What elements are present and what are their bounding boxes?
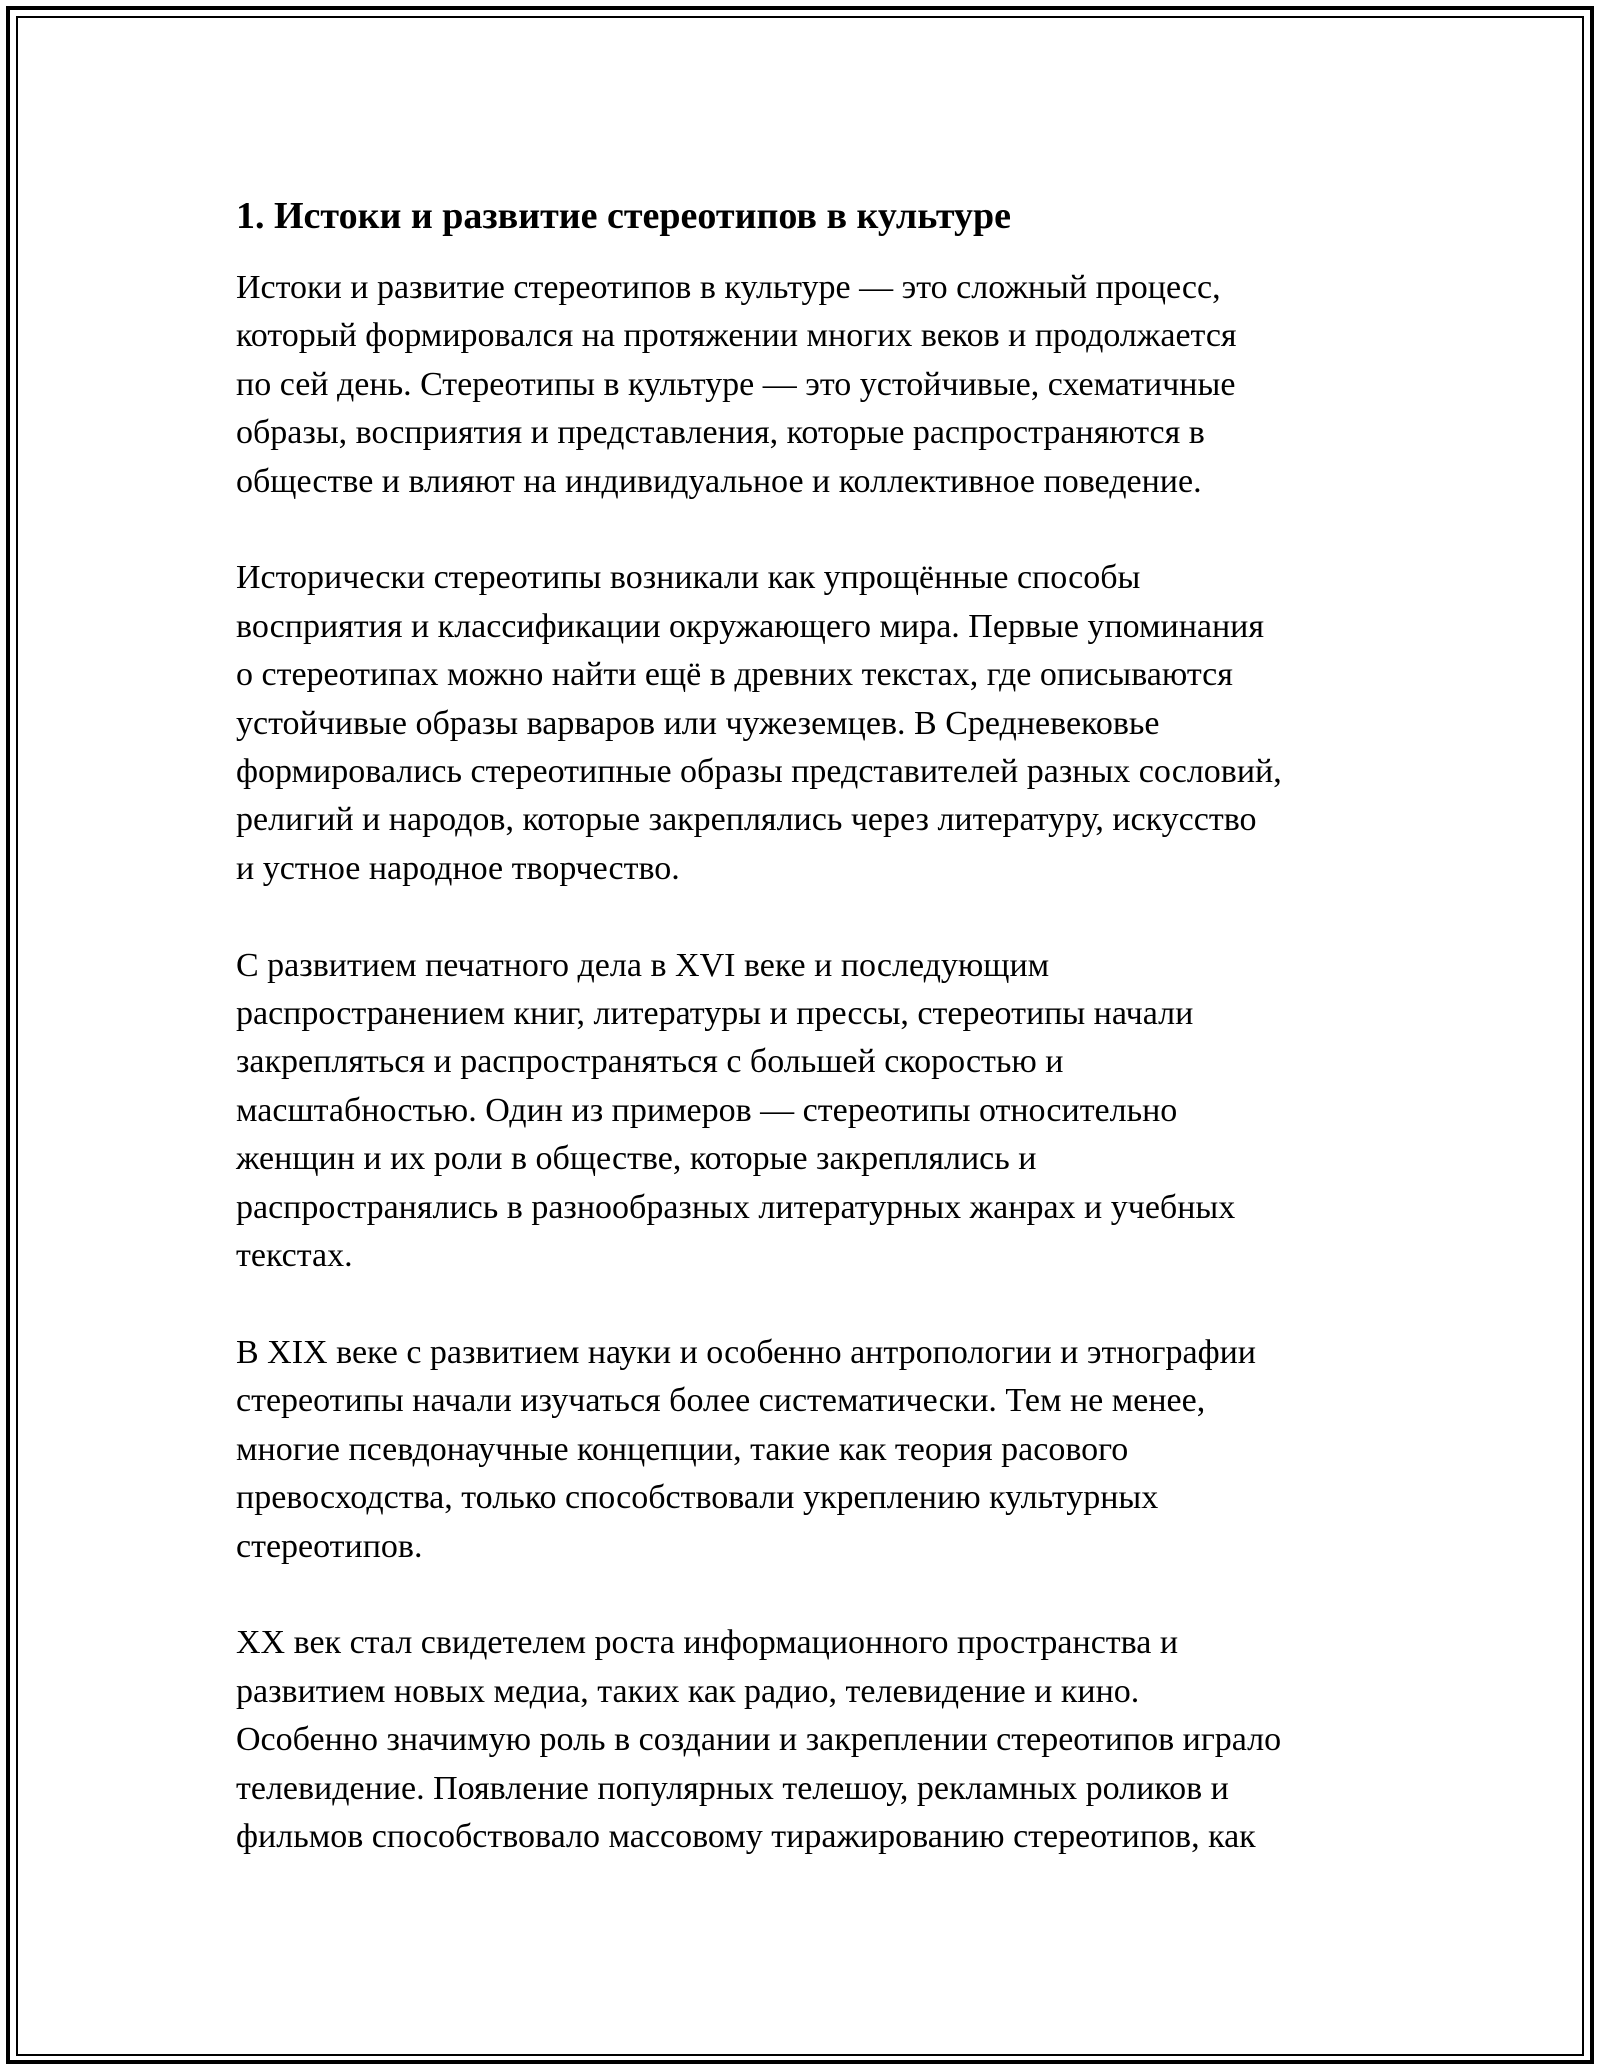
text-line: стереотипы начали изучаться более систематически. Тем не менее, <box>236 1382 1206 1420</box>
text-line: о стереотипах можно найти ещё в древних текстах, где описываются <box>236 656 1233 694</box>
paragraph-1 <box>236 264 1386 506</box>
text-line: восприятия и классификации окружающего мира. Первые упоминания <box>236 607 1265 645</box>
text-line: текстах. <box>236 1237 353 1275</box>
text-line: распространением книг, литературы и прессы, стереотипы начали <box>236 995 1194 1033</box>
paragraph-5 <box>236 1619 1386 1861</box>
text-line: С развитием печатного дела в XVI веке и последующим <box>236 946 1050 984</box>
text-line: фильмов способствовало массовому тиражированию стереотипов, как <box>236 1817 1256 1855</box>
text-line: образы, восприятия и представления, которые распространяются в <box>236 414 1205 452</box>
text-line: религий и народов, которые закреплялись через литературу, искусство <box>236 801 1257 839</box>
text-line: XX век стал свидетелем роста информационного пространства и <box>236 1624 1179 1662</box>
text-line: закрепляться и распространяться с большей скоростью и <box>236 1043 1064 1081</box>
text-line: развитием новых медиа, таких как радио, телевидение и кино. <box>236 1672 1140 1710</box>
section-heading: 1. Истоки и развитие стереотипов в культуре <box>236 195 1012 237</box>
text-line: Истоки и развитие стереотипов в культуре — это сложный процесс, <box>236 269 1221 306</box>
text-line: многие псевдонаучные концепции, такие как теория расового <box>236 1430 1129 1468</box>
paragraph-4 <box>236 1329 1386 1571</box>
text-line: превосходства, только способствовали укреплению культурных <box>236 1479 1159 1517</box>
text-line: который формировался на протяжении многих веков и продолжается <box>236 317 1237 355</box>
text-line: Исторически стереотипы возникали как упрощённые способы <box>236 559 1141 597</box>
paragraph-2 <box>236 554 1386 893</box>
text-line: масштабностью. Один из примеров — стереотипы относительно <box>236 1091 1178 1129</box>
text-line: Особенно значимую роль в создании и закреплении стереотипов играло <box>236 1721 1282 1759</box>
text-line: обществе и влияют на индивидуальное и коллективное поведение. <box>236 462 1202 500</box>
text-line: формировались стереотипные образы представителей разных сословий, <box>236 753 1282 791</box>
text-line: стереотипов. <box>236 1527 423 1565</box>
text-line: телевидение. Появление популярных телешоу, рекламных роликов и <box>236 1769 1229 1807</box>
text-line: женщин и их роли в обществе, которые закреплялись и <box>236 1140 1037 1178</box>
paragraph-3 <box>236 942 1386 1281</box>
text-line: распространялись в разнообразных литературных жанрах и учебных <box>236 1188 1236 1226</box>
text-line: устойчивые образы варваров или чужеземцев. В Средневековье <box>236 704 1160 742</box>
text-line: по сей день. Стереотипы в культуре — это устойчивые, схематичные <box>236 365 1236 403</box>
text-line: В XIX веке с развитием науки и особенно антропологии и этнографии <box>236 1333 1256 1371</box>
text-line: и устное народное творчество. <box>236 849 680 887</box>
document-body <box>236 188 1386 1910</box>
